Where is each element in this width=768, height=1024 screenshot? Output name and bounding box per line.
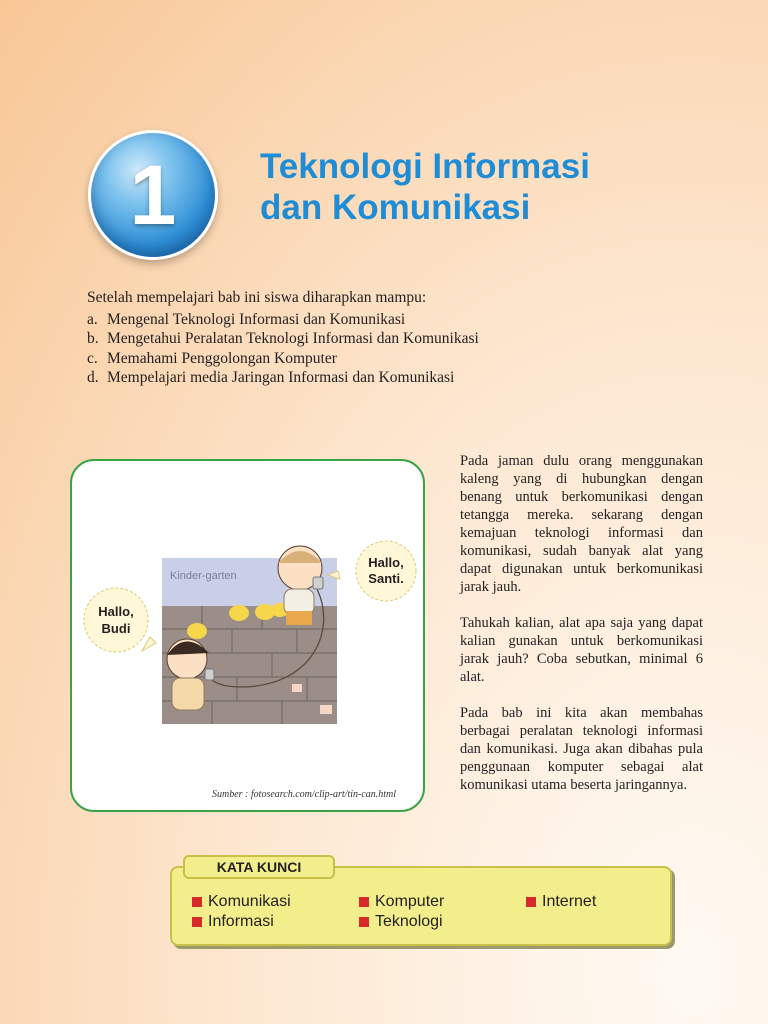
chapter-title-line2: dan Komunikasi (260, 188, 531, 227)
square-bullet-icon (526, 897, 536, 907)
objective-text: Mengenal Teknologi Informasi dan Komunikasi (107, 310, 406, 328)
square-bullet-icon (192, 917, 202, 927)
tin-can-icon (313, 577, 323, 589)
chick-icon (187, 623, 207, 639)
keyword-text: Internet (542, 893, 597, 910)
tin-can-icon (205, 669, 214, 680)
paper-scrap (320, 705, 332, 714)
keyword-item (192, 912, 274, 932)
objectives-intro: Setelah mempelajari bab ini siswa diharapkan mampu: (87, 289, 427, 306)
kindergarten-sign: Kinder-garten (170, 570, 237, 582)
keyword-text: Teknologi (375, 913, 443, 930)
objective-text: Memahami Penggolongan Komputer (107, 349, 337, 367)
speech-bubble-left (84, 588, 156, 652)
objective-item (87, 310, 479, 330)
body-text (460, 452, 703, 812)
keyword-text: Komputer (375, 893, 445, 910)
learning-objectives (87, 288, 479, 388)
chapter-number-badge (88, 130, 218, 260)
objective-item (87, 349, 479, 369)
bubble-left-line2: Budi (101, 621, 131, 636)
objectives-list (87, 310, 479, 388)
chick-icon (229, 605, 249, 621)
keywords-label: KATA KUNCI (183, 855, 335, 879)
speech-bubble-right (328, 541, 416, 601)
square-bullet-icon (192, 897, 202, 907)
paragraph: Pada jaman dulu orang menggunakan kaleng yang di hubungkan dengan benang untuk berkomunikasi dengan tetangga mereka. sekarang dengan kemajuan teknologi informasi dan komunikasi, sudah banyak alat yang dapat digunakan untuk berkomunikasi jarak jauh. (460, 453, 703, 595)
tin-can-phone-illustration (72, 461, 423, 810)
keyword-text: Komunikasi (208, 893, 291, 910)
objective-letter: b. (87, 330, 99, 347)
objective-item (87, 368, 479, 388)
objective-letter: d. (87, 369, 99, 386)
keyword-item (359, 912, 443, 932)
keyword-text: Informasi (208, 913, 274, 930)
bubble-right-line2: Santi. (368, 571, 404, 586)
paragraph: Pada bab ini kita akan membahas berbagai peralatan teknologi informasi dan komunikasi. Juga akan dibahas pula penggunaan komputer sebagai alat komunikasi utama beserta jaringannya. (460, 705, 703, 793)
bubble-right-line1: Hallo, (368, 555, 404, 570)
objective-letter: c. (87, 349, 98, 367)
objective-text: Mengetahui Peralatan Teknologi Informasi dan Komunikasi (107, 330, 479, 347)
square-bullet-icon (359, 917, 369, 927)
chapter-number: 1 (129, 148, 177, 242)
objective-letter: a. (87, 310, 98, 328)
keyword-item (192, 892, 291, 912)
square-bullet-icon (359, 897, 369, 907)
image-source-caption: Sumber : fotosearch.com/clip-art/tin-can.html (212, 789, 397, 800)
paragraph: Tahukah kalian, alat apa saja yang dapat kalian gunakan untuk berkomunikasi jarak jauh? Coba sebutkan, minimal 6 alat. (460, 615, 703, 685)
objective-item (87, 329, 479, 349)
objective-text: Mempelajari media Jaringan Informasi dan Komunikasi (107, 369, 455, 386)
paper-scrap (292, 684, 302, 692)
keyword-item (526, 892, 596, 912)
chapter-title (260, 146, 680, 228)
chapter-title-line1: Teknologi Informasi (260, 147, 590, 186)
illustration-frame (70, 459, 425, 812)
keyword-item (359, 892, 444, 912)
bubble-left-line1: Hallo, (98, 604, 134, 619)
